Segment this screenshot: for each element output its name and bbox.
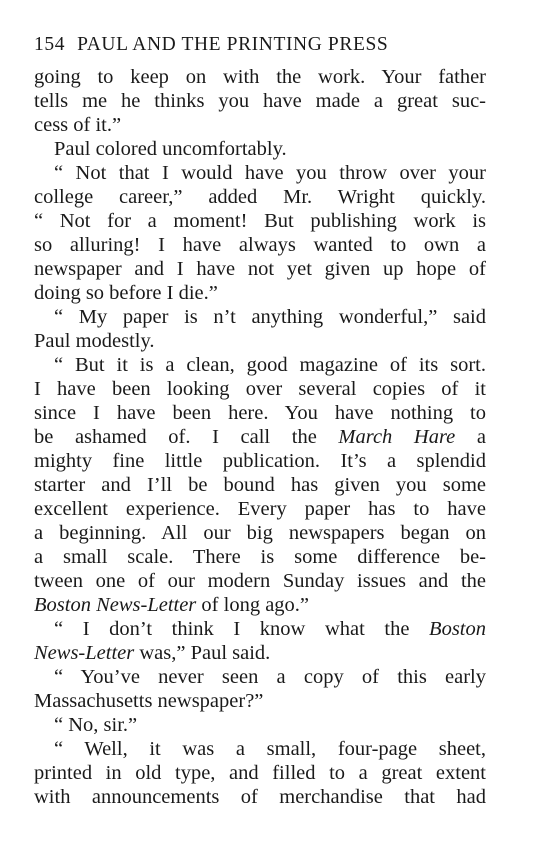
text-segment: be ashamed of. I call the — [34, 426, 339, 448]
text-line — [34, 89, 486, 113]
text-segment: Massachusetts newspaper?” — [34, 690, 264, 712]
text-segment: of long ago.” — [196, 594, 310, 616]
text-segment: so alluring! I have always wanted to own a — [34, 234, 486, 256]
text-line — [34, 545, 486, 569]
text-segment: Paul colored uncomfortably. — [54, 138, 287, 160]
text-segment: since I have been here. You have nothing to — [34, 402, 486, 424]
text-segment: going to keep on with the work. Your father — [34, 66, 486, 88]
text-line — [34, 785, 486, 809]
text-line — [34, 353, 486, 377]
text-line — [34, 473, 486, 497]
text-segment: Paul modestly. — [34, 330, 155, 352]
text-line — [34, 569, 486, 593]
text-segment: I have been looking over several copies of it — [34, 378, 486, 400]
text-line — [34, 449, 486, 473]
text-segment: tells me he thinks you have made a great suc- — [34, 90, 486, 112]
text-segment: tween one of our modern Sunday issues and the — [34, 570, 486, 592]
text-segment: mighty fine little publication. It’s a splendid — [34, 450, 486, 472]
text-line — [34, 65, 486, 89]
text-line — [34, 281, 486, 305]
text-line — [34, 641, 486, 665]
text-line — [34, 209, 486, 233]
text-segment: “ Well, it was a small, four-page sheet, — [54, 738, 486, 760]
text-segment: “ But it is a clean, good magazine of its sort. — [54, 354, 486, 376]
italic-text: March Hare — [338, 426, 456, 448]
text-segment: cess of it.” — [34, 114, 122, 136]
text-line — [34, 137, 486, 161]
text-segment: “ Not that I would have you throw over your — [54, 162, 486, 184]
text-line — [34, 233, 486, 257]
text-segment: a — [455, 426, 486, 448]
text-segment: “ Not for a moment! But publishing work is — [34, 210, 486, 232]
text-segment: excellent experience. Every paper has to have — [34, 498, 486, 520]
page-header — [34, 30, 486, 60]
text-line — [34, 761, 486, 785]
text-line — [34, 305, 486, 329]
text-segment: newspaper and I have not yet given up hope of — [34, 258, 486, 280]
italic-text: Boston News-Letter — [34, 594, 197, 616]
text-segment: “ No, sir.” — [54, 714, 138, 736]
text-segment: college career,” added Mr. Wright quickly. — [34, 186, 486, 208]
text-segment: “ You’ve never seen a copy of this early — [54, 666, 486, 688]
text-line — [34, 185, 486, 209]
text-segment: “ My paper is n’t anything wonderful,” said — [54, 306, 486, 328]
text-segment: printed in old type, and filled to a great extent — [34, 762, 486, 784]
text-segment: “ I don’t think I know what the — [54, 618, 430, 640]
text-line — [34, 617, 486, 641]
text-line — [34, 329, 486, 353]
text-line — [34, 425, 486, 449]
text-segment: a small scale. There is some difference be- — [34, 546, 486, 568]
text-line — [34, 689, 486, 713]
text-segment: a beginning. All our big newspapers began on — [34, 522, 486, 544]
text-line — [34, 113, 486, 137]
text-line — [34, 257, 486, 281]
text-line — [34, 737, 486, 761]
text-line — [34, 521, 486, 545]
text-line — [34, 665, 486, 689]
text-line — [34, 713, 486, 737]
italic-text: Boston — [429, 618, 486, 640]
body-text — [34, 65, 486, 809]
running-title: PAUL AND THE PRINTING PRESS — [77, 34, 389, 55]
text-segment: with announcements of merchandise that had — [34, 786, 486, 808]
text-line — [34, 497, 486, 521]
text-segment: starter and I’ll be bound has given you some — [34, 474, 486, 496]
text-line — [34, 161, 486, 185]
text-line — [34, 377, 486, 401]
text-line — [34, 401, 486, 425]
book-page — [34, 30, 486, 809]
italic-text: News-Letter — [34, 642, 135, 664]
page-number: 154 — [34, 34, 66, 55]
text-line — [34, 593, 486, 617]
text-segment: doing so before I die.” — [34, 282, 218, 304]
text-segment: was,” Paul said. — [134, 642, 271, 664]
